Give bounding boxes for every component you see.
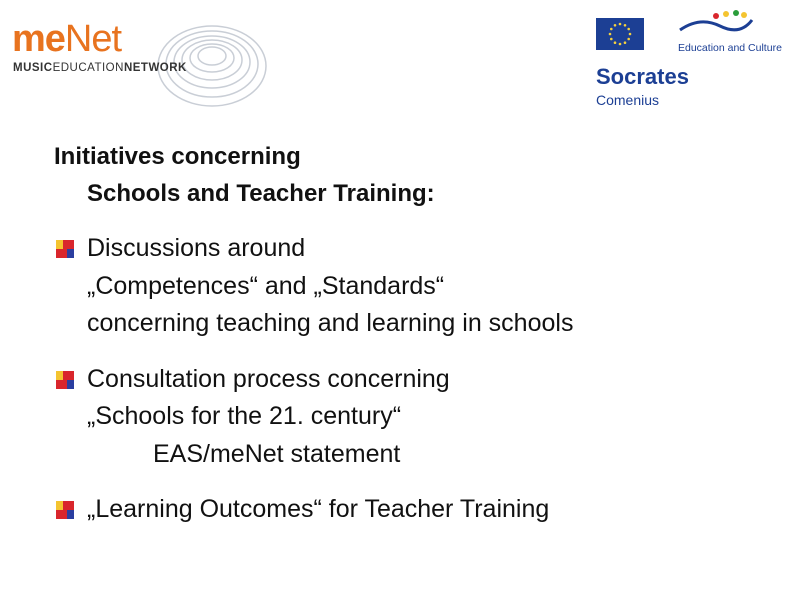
eu-socrates-logo [588, 8, 788, 118]
eu-flag-icon [596, 18, 644, 50]
tagline-music: MUSIC [13, 62, 53, 74]
bullet-item-consultation [54, 361, 784, 474]
bullet-line: Discussions around [87, 234, 306, 262]
menet-logo [10, 14, 270, 114]
tagline-network: NETWORK [123, 62, 187, 74]
tagline-education: EDUCATION [52, 62, 124, 74]
bullet-icon [56, 371, 74, 389]
bullet-item-learning-outcomes [54, 491, 784, 529]
bullet-line: „Learning Outcomes“ for Teacher Training [87, 495, 550, 523]
sub-item-statement [87, 436, 784, 474]
logo-tagline [13, 62, 187, 74]
bullet-line: concerning teaching and learning in schools [87, 309, 574, 337]
logo-net: Net [64, 18, 122, 60]
comenius-subtitle: Comenius [596, 92, 660, 108]
bullet-item-competences [54, 230, 784, 343]
education-culture-caption: Education and Culture [678, 42, 782, 54]
bullet-line: Consultation process concerning [87, 364, 450, 393]
education-culture-emblem-icon [674, 8, 756, 40]
slide-content [54, 138, 784, 529]
slide-heading-line1: Initiatives concerning [54, 143, 301, 170]
sub-item-text: EAS/meNet statement [153, 439, 401, 468]
bullet-icon [56, 501, 74, 519]
logo-me: me [12, 18, 65, 60]
bullet-icon [56, 240, 74, 258]
bullet-line: „Competences“ and „Standards“ [87, 271, 445, 300]
logo-wordmark [12, 18, 121, 61]
socrates-title: Socrates [596, 64, 689, 89]
slide-heading-line2: Schools and Teacher Training: [87, 180, 435, 207]
bullet-line: „Schools for the 21. century“ [87, 402, 402, 430]
